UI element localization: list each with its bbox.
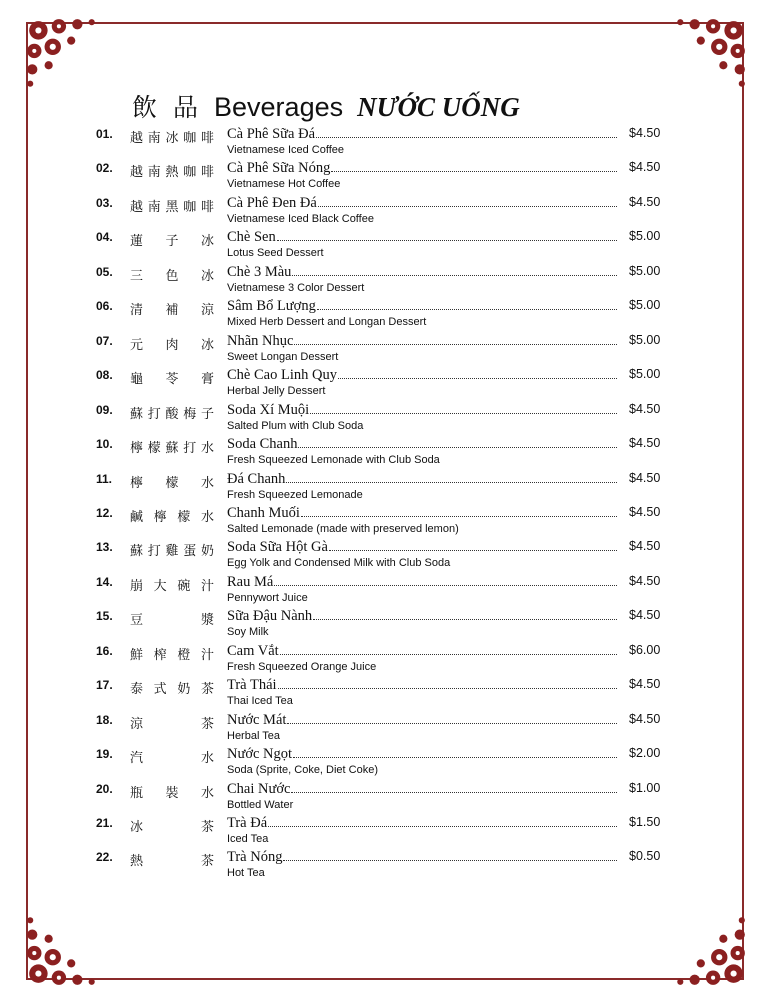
menu-item	[0, 195, 772, 229]
item-chinese-name: 瓶 裝 水	[130, 785, 214, 801]
menu-item	[0, 160, 772, 194]
title-chinese: 飲品	[132, 93, 215, 122]
item-number: 10.	[96, 437, 113, 452]
item-english-description: Vietnamese 3 Color Dessert	[227, 281, 365, 294]
item-vietnamese-name: Soda Xí Muội	[227, 401, 310, 418]
item-chinese-name: 三 色 冰	[130, 268, 214, 284]
item-number: 05.	[96, 264, 113, 279]
item-number: 02.	[96, 161, 113, 176]
item-chinese-name: 蘇 打 酸 梅 子	[130, 406, 214, 422]
item-english-description: Vietnamese Iced Black Coffee	[227, 212, 374, 225]
dot-leader	[294, 333, 617, 345]
dot-leader	[331, 160, 617, 172]
menu-item	[0, 229, 772, 263]
item-english-description: Iced Tea	[227, 833, 269, 845]
item-number: 09.	[96, 402, 113, 417]
item-price: $1.00	[629, 780, 661, 795]
item-chinese-name: 冰 茶	[130, 820, 214, 835]
item-name-line	[227, 436, 617, 453]
item-vietnamese-name: Chè 3 Màu	[227, 263, 292, 280]
item-vietnamese-name: Chè Sen	[227, 229, 276, 246]
item-price: $0.50	[629, 849, 661, 864]
item-english-description: Salted Plum with Club Soda	[227, 419, 364, 432]
menu-item	[0, 815, 772, 849]
item-vietnamese-name: Cam Vắt	[227, 642, 279, 659]
item-price: $4.50	[629, 504, 661, 519]
item-name-line	[227, 849, 617, 866]
item-price: $4.50	[629, 608, 661, 623]
menu-item	[0, 402, 772, 436]
item-english-description: Vietnamese Iced Coffee	[227, 144, 345, 156]
item-chinese-name: 蘇 打 雞 蛋 奶	[130, 544, 214, 560]
item-vietnamese-name: Cà Phê Sữa Đá	[227, 126, 315, 142]
item-vietnamese-name: Trà Thái	[227, 677, 277, 694]
item-chinese-name: 檸 檬 蘇 打 水	[130, 441, 214, 457]
item-english-description: Pennywort Juice	[227, 591, 308, 604]
menu-item	[0, 746, 772, 780]
item-name-line	[227, 160, 617, 177]
item-chinese-name: 元 肉 冰	[130, 337, 214, 353]
item-name-line	[227, 333, 617, 350]
item-name-line	[227, 608, 617, 625]
dot-leader	[280, 643, 617, 655]
item-price: $4.50	[629, 401, 661, 416]
item-number: 03.	[96, 195, 113, 210]
floral-ornament-icon	[22, 908, 104, 990]
menu-item	[0, 781, 772, 815]
dot-leader	[329, 539, 617, 551]
dot-leader	[316, 126, 617, 138]
dot-leader	[286, 471, 617, 483]
item-price: $4.50	[629, 711, 661, 726]
item-chinese-name: 越 南 熱 咖 啡	[130, 165, 214, 181]
item-number: 19.	[96, 747, 113, 762]
item-price: $4.50	[629, 539, 661, 554]
dot-leader	[277, 229, 617, 241]
dot-leader	[283, 849, 617, 861]
item-name-line	[227, 367, 617, 384]
dot-leader	[310, 402, 617, 414]
item-chinese-name: 涼 茶	[130, 716, 214, 732]
item-vietnamese-name: Trà Nóng	[227, 849, 283, 866]
item-english-description: Vietnamese Hot Coffee	[227, 178, 341, 191]
title-vietnamese: NƯỚC UỐNG	[357, 92, 520, 122]
item-chinese-name: 汽 水	[130, 751, 214, 767]
item-chinese-name: 豆 漿	[130, 613, 214, 629]
dot-leader	[274, 574, 617, 586]
menu-item	[0, 643, 772, 677]
item-price: $5.00	[629, 332, 661, 347]
item-price: $5.00	[629, 298, 661, 313]
menu-item	[0, 333, 772, 367]
floral-ornament-icon	[668, 14, 750, 96]
dot-leader	[292, 264, 617, 276]
item-number: 17.	[96, 678, 113, 693]
item-vietnamese-name: Đá Chanh	[227, 470, 286, 487]
item-vietnamese-name: Soda Chanh	[227, 436, 298, 453]
item-name-line	[227, 643, 617, 660]
item-name-line	[227, 781, 617, 798]
item-number: 13.	[96, 540, 113, 555]
item-chinese-name: 越 南 黑 咖 啡	[130, 199, 214, 215]
dot-leader	[268, 815, 617, 827]
item-number: 21.	[96, 816, 113, 830]
menu-item	[0, 436, 772, 470]
page-title	[132, 88, 520, 128]
dot-leader	[278, 677, 617, 689]
item-english-description: Mixed Herb Dessert and Longan Dessert	[227, 316, 427, 329]
item-number: 12.	[96, 505, 113, 520]
item-number: 15.	[96, 609, 113, 624]
item-vietnamese-name: Soda Sữa Hột Gà	[227, 539, 328, 556]
item-number: 11.	[96, 471, 113, 486]
item-chinese-name: 蓮 子 冰	[130, 234, 214, 250]
item-number: 22.	[96, 850, 113, 865]
item-name-line	[227, 746, 617, 763]
item-number: 08.	[96, 368, 113, 383]
dot-leader	[301, 505, 617, 517]
item-name-line	[227, 815, 617, 832]
item-number: 18.	[96, 712, 113, 727]
item-number: 06.	[96, 299, 113, 314]
item-english-description: Bottled Water	[227, 798, 294, 811]
dot-leader	[291, 781, 617, 793]
item-price: $4.50	[629, 573, 661, 588]
item-name-line	[227, 574, 617, 591]
item-chinese-name: 清 補 涼	[130, 303, 214, 319]
item-chinese-name: 越 南 冰 咖 啡	[130, 131, 214, 146]
item-chinese-name: 熱 茶	[130, 854, 214, 870]
item-name-line	[227, 402, 617, 419]
item-price: $4.50	[629, 470, 661, 485]
dot-leader	[317, 298, 617, 310]
item-chinese-name: 鮮 榨 橙 汁	[130, 647, 214, 663]
item-name-line	[227, 677, 617, 694]
item-name-line	[227, 539, 617, 556]
item-price: $2.00	[629, 746, 661, 761]
item-name-line	[227, 505, 617, 522]
item-price: $5.00	[629, 263, 661, 278]
menu-item	[0, 712, 772, 746]
item-english-description: Salted Lemonade (made with preserved lemon)	[227, 522, 459, 535]
item-vietnamese-name: Nước Mát	[227, 711, 287, 728]
dot-leader	[318, 195, 617, 207]
item-price: $4.50	[629, 194, 661, 209]
item-vietnamese-name: Rau Má	[227, 573, 274, 590]
item-chinese-name: 崩 大 碗 汁	[130, 578, 214, 594]
item-english-description: Herbal Tea	[227, 729, 280, 742]
item-english-description: Soda (Sprite, Coke, Diet Coke)	[227, 764, 379, 777]
item-number: 04.	[96, 230, 113, 245]
item-number: 07.	[96, 333, 113, 348]
item-vietnamese-name: Cà Phê Đen Đá	[227, 194, 317, 211]
item-english-description: Lotus Seed Dessert	[227, 247, 324, 260]
item-english-description: Hot Tea	[227, 867, 265, 880]
menu-item	[0, 849, 772, 883]
item-name-line	[227, 264, 617, 281]
item-name-line	[227, 195, 617, 212]
item-english-description: Herbal Jelly Dessert	[227, 385, 326, 398]
item-price: $4.50	[629, 160, 661, 175]
menu-item	[0, 574, 772, 608]
item-vietnamese-name: Chè Cao Linh Quy	[227, 367, 337, 384]
item-name-line	[227, 471, 617, 488]
item-price: $5.00	[629, 367, 661, 382]
item-name-line	[227, 126, 617, 143]
item-price: $4.50	[629, 436, 661, 451]
item-number: 01.	[96, 127, 113, 141]
floral-ornament-icon	[22, 14, 104, 96]
item-vietnamese-name: Chanh Muối	[227, 504, 300, 521]
dot-leader	[313, 608, 617, 620]
item-english-description: Egg Yolk and Condensed Milk with Club Soda	[227, 557, 451, 570]
item-price: $1.50	[629, 815, 661, 829]
item-vietnamese-name: Sâm Bổ Lượng	[227, 298, 316, 315]
item-price: $4.50	[629, 126, 661, 140]
item-english-description: Fresh Squeezed Lemonade	[227, 488, 363, 501]
item-chinese-name: 泰 式 奶 茶	[130, 682, 214, 698]
dot-leader	[298, 436, 617, 448]
item-number: 16.	[96, 643, 113, 658]
item-vietnamese-name: Sữa Đậu Nành	[227, 608, 313, 625]
item-english-description: Soy Milk	[227, 626, 269, 639]
menu-item	[0, 298, 772, 332]
item-name-line	[227, 229, 617, 246]
item-vietnamese-name: Trà Đá	[227, 815, 268, 831]
menu-item	[0, 677, 772, 711]
item-chinese-name: 龜 苓 膏	[130, 372, 214, 388]
floral-ornament-icon	[668, 908, 750, 990]
item-english-description: Fresh Squeezed Orange Juice	[227, 660, 377, 673]
menu-item	[0, 367, 772, 401]
dot-leader	[293, 746, 617, 758]
item-vietnamese-name: Nhãn Nhục	[227, 332, 294, 349]
item-english-description: Fresh Squeezed Lemonade with Club Soda	[227, 454, 440, 467]
menu-item	[0, 264, 772, 298]
item-name-line	[227, 298, 617, 315]
menu-item	[0, 126, 772, 160]
menu-item	[0, 471, 772, 505]
menu-item	[0, 608, 772, 642]
item-number: 20.	[96, 781, 113, 796]
item-price: $6.00	[629, 642, 661, 657]
item-vietnamese-name: Nước Ngọt	[227, 746, 293, 763]
item-price: $4.50	[629, 677, 661, 692]
item-chinese-name: 檸 檬 水	[130, 475, 214, 491]
item-price: $5.00	[629, 229, 661, 244]
item-english-description: Sweet Longan Dessert	[227, 350, 339, 363]
item-chinese-name: 鹹 檸 檬 水	[130, 509, 214, 525]
item-name-line	[227, 712, 617, 729]
item-number: 14.	[96, 574, 113, 589]
dot-leader	[338, 367, 617, 379]
title-english: Beverages	[214, 92, 344, 122]
dot-leader	[287, 712, 617, 724]
item-vietnamese-name: Chai Nước	[227, 780, 291, 797]
item-vietnamese-name: Cà Phê Sữa Nóng	[227, 160, 331, 177]
menu-item	[0, 505, 772, 539]
item-english-description: Thai Iced Tea	[227, 695, 293, 708]
menu-item	[0, 539, 772, 573]
